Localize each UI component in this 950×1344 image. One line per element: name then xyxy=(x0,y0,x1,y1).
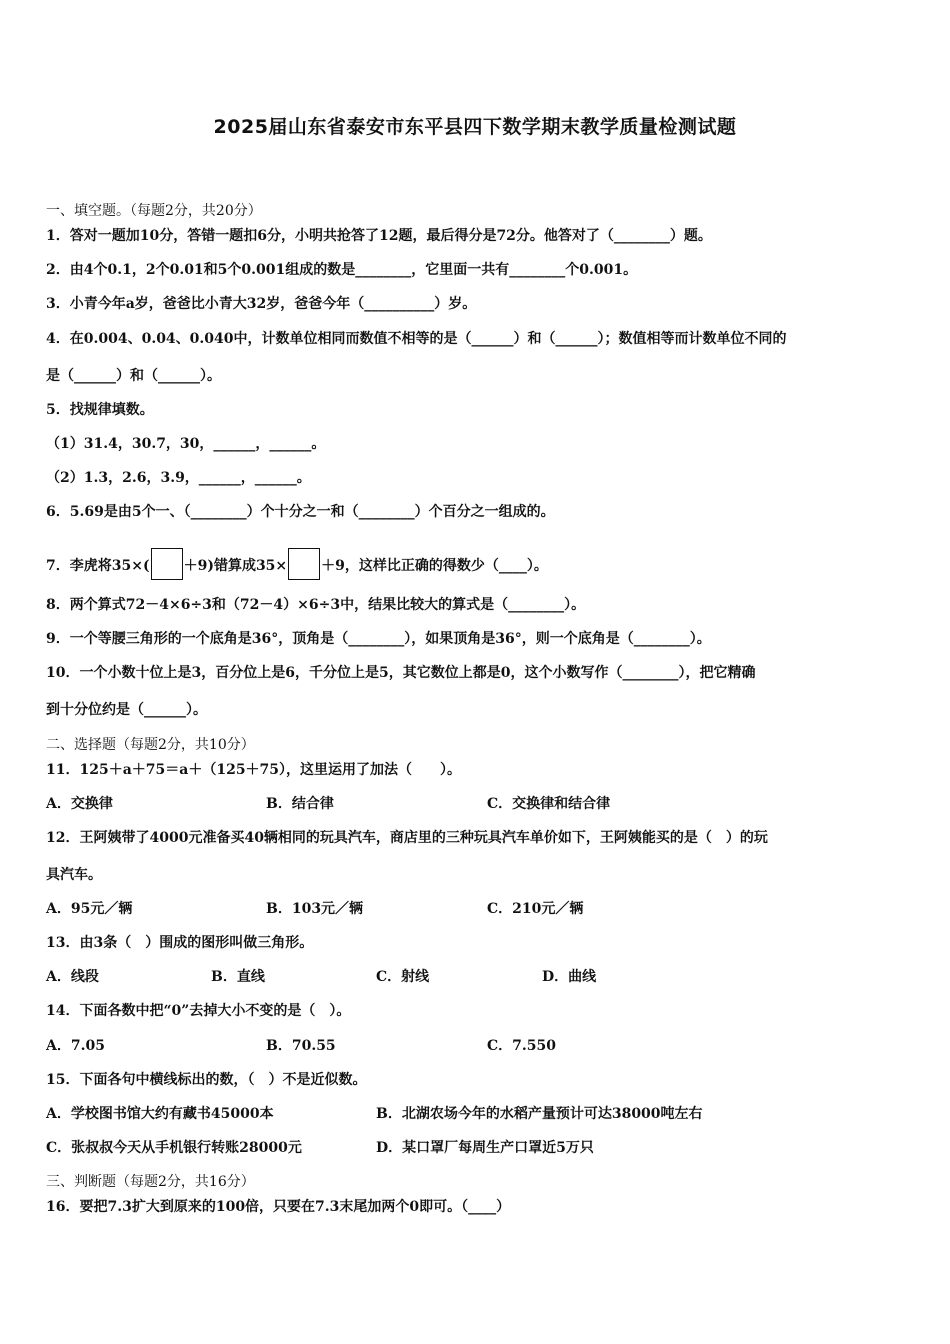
q11-option-a: A．交换律 xyxy=(46,796,113,812)
q11-option-c: C．交换律和结合律 xyxy=(487,796,611,812)
answer-box xyxy=(151,548,183,580)
question-3: 3．小青今年a岁，爸爸比小青大32岁，爸爸今年（__________）岁。 xyxy=(46,296,477,312)
q12-option-a: A．95元／辆 xyxy=(46,901,133,917)
question-15: 15．下面各句中横线标出的数，（ ）不是近似数。 xyxy=(46,1072,367,1088)
q13-option-d: D．曲线 xyxy=(542,969,597,985)
q15-option-d: D．某口罩厂每周生产口罩近5万只 xyxy=(376,1140,594,1156)
question-5-part1: （1）31.4，30.7，30，______，______。 xyxy=(46,436,326,452)
q11-option-b: B．结合律 xyxy=(266,796,334,812)
question-4-line2: 是（______）和（______）。 xyxy=(46,368,221,384)
q14-option-b: B．70.55 xyxy=(266,1038,336,1054)
question-7 xyxy=(46,548,916,580)
question-10-line1: 10．一个小数十位上是3，百分位上是6，千分位上是5，其它数位上都是0，这个小数写作（________），把它精确 xyxy=(46,665,756,681)
question-12-line2: 具汽车。 xyxy=(46,867,102,883)
q15-option-c: C．张叔叔今天从手机银行转账28000元 xyxy=(46,1140,302,1156)
q13-option-c: C．射线 xyxy=(376,969,430,985)
section-fill-blank: 一、填空题。（每题2分，共20分） xyxy=(46,203,262,219)
question-5-part2: （2）1.3，2.6，3.9，______，______。 xyxy=(46,470,311,486)
page-title: 2025届山东省泰安市东平县四下数学期末教学质量检测试题 xyxy=(213,116,737,138)
section-judgment: 三、判断题（每题2分，共16分） xyxy=(46,1174,255,1190)
question-8: 8．两个算式72－4×6÷3和（72－4）×6÷3中，结果比较大的算式是（________）。 xyxy=(46,597,586,613)
q14-option-c: C．7.550 xyxy=(487,1038,556,1054)
question-10-line2: 到十分位约是（______）。 xyxy=(46,702,207,718)
question-9: 9．一个等腰三角形的一个底角是36°，顶角是（________），如果顶角是36°，则一个底角是（________）。 xyxy=(46,631,711,647)
question-2: 2．由4个0.1，2个0.01和5个0.001组成的数是________，它里面一共有________个0.001。 xyxy=(46,262,638,278)
q15-option-b: B．北湖农场今年的水稻产量预计可达38000吨左右 xyxy=(376,1106,703,1122)
question-5: 5．找规律填数。 xyxy=(46,402,154,418)
question-7-text-a: 7．李虎将35×( xyxy=(46,558,150,574)
question-6: 6．5.69是由5个一、（________）个十分之一和（________）个百分之一组成的。 xyxy=(46,504,555,520)
question-13: 13．由3条（ ）围成的图形叫做三角形。 xyxy=(46,935,314,951)
question-14: 14．下面各数中把“0”去掉大小不变的是（ ）。 xyxy=(46,1003,351,1019)
q12-option-b: B．103元／辆 xyxy=(266,901,364,917)
answer-box xyxy=(288,548,320,580)
question-7-text-b: ＋9)错算成35× xyxy=(183,558,288,574)
question-1: 1．答对一题加10分，答错一题扣6分，小明共抢答了12题，最后得分是72分。他答对了（________）题。 xyxy=(46,228,712,244)
q14-option-a: A．7.05 xyxy=(46,1038,105,1054)
q12-option-c: C．210元／辆 xyxy=(487,901,584,917)
question-11: 11．125＋a＋75＝a＋（125＋75），这里运用了加法（ ）。 xyxy=(46,762,462,778)
q13-option-a: A．线段 xyxy=(46,969,99,985)
question-4-line1: 4．在0.004、0.04、0.040中，计数单位相同而数值不相等的是（______）和（______）；数值相等而计数单位不同的 xyxy=(46,331,787,347)
question-7-text-c: ＋9，这样比正确的得数少（____）。 xyxy=(321,558,548,574)
section-choice: 二、选择题（每题2分，共10分） xyxy=(46,737,255,753)
q13-option-b: B．直线 xyxy=(211,969,265,985)
question-16: 16．要把7.3扩大到原来的100倍，只要在7.3末尾加两个0即可。（____） xyxy=(46,1199,511,1215)
question-12-line1: 12．王阿姨带了4000元准备买40辆相同的玩具汽车，商店里的三种玩具汽车单价如下，王阿姨能买的是（ ）的玩 xyxy=(46,830,768,846)
q15-option-a: A．学校图书馆大约有藏书45000本 xyxy=(46,1106,274,1122)
